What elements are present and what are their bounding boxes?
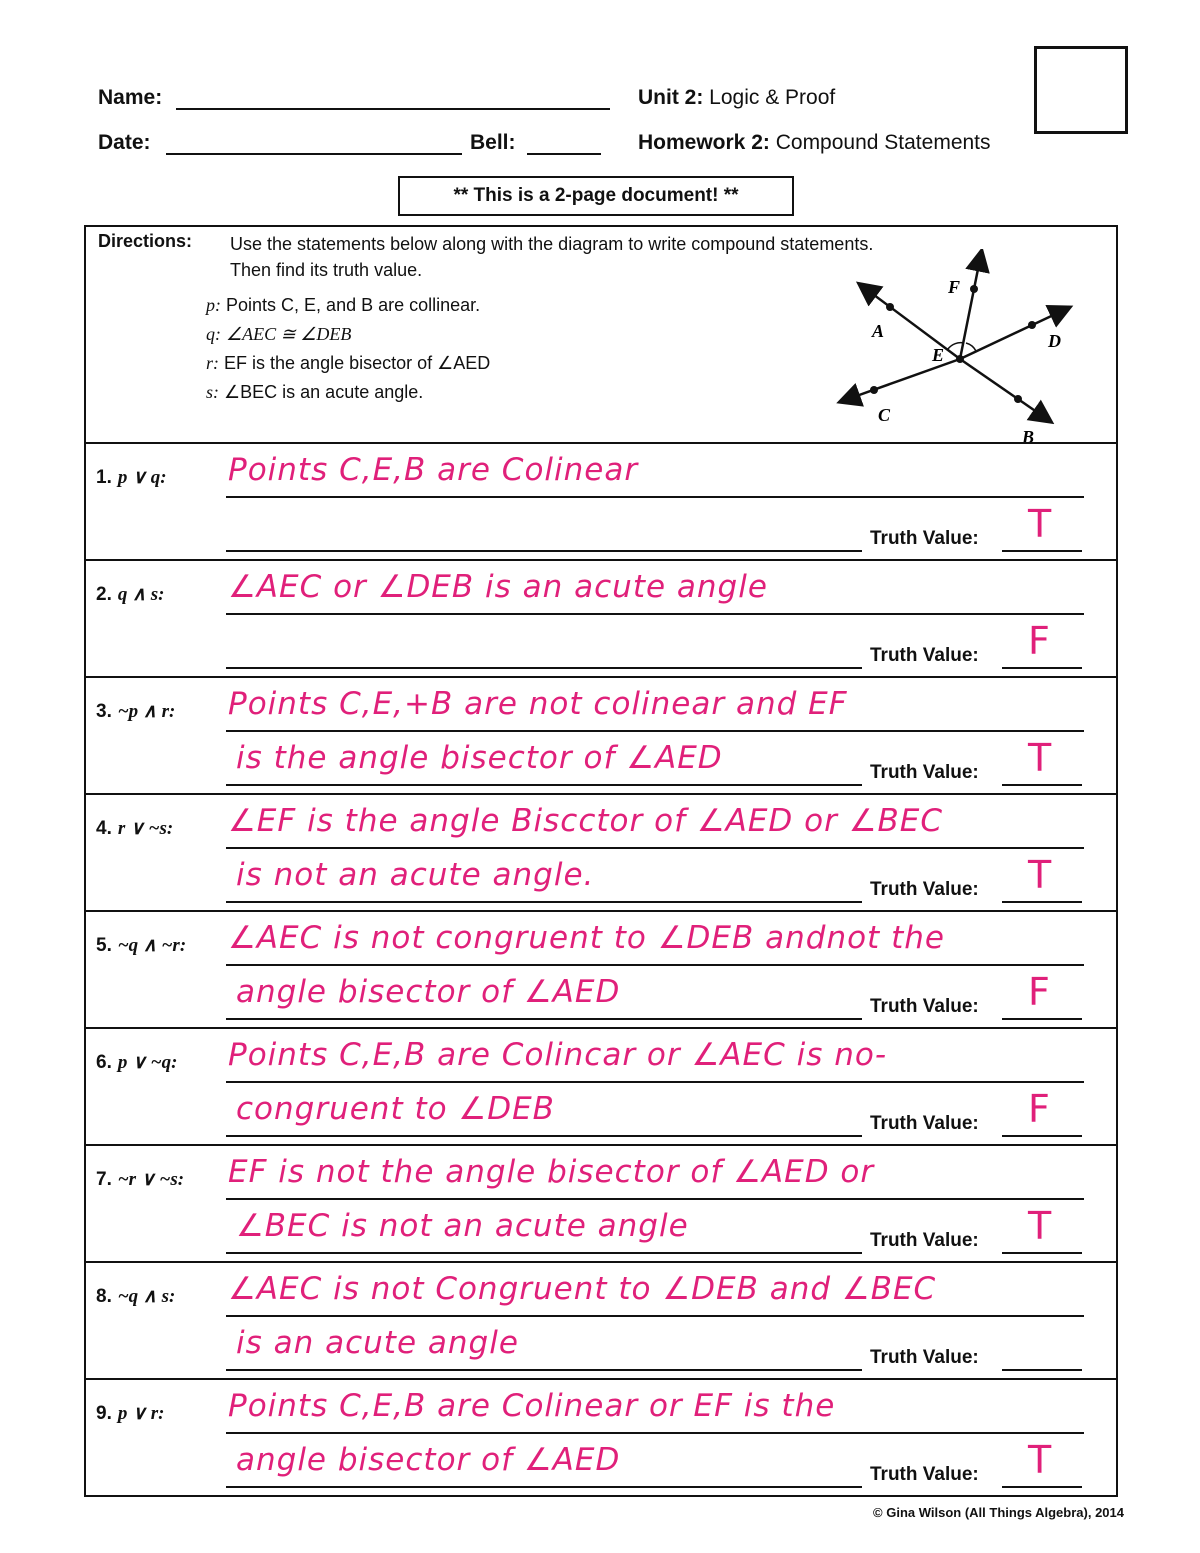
- answer-text-2: is the angle bisector of ∠AED: [236, 740, 723, 776]
- problem-number: 5.: [96, 935, 112, 956]
- point-e: [956, 355, 964, 363]
- point-d: [1028, 321, 1036, 329]
- answer-text-1: Points C,E,B are Colinear or EF is the: [228, 1388, 836, 1424]
- ray-ec: [848, 359, 960, 399]
- truth-value: F: [1028, 970, 1050, 1014]
- truth-value: T: [1028, 1204, 1052, 1248]
- homework-label: Homework 2:: [638, 131, 770, 154]
- problem-row: [86, 910, 1116, 1029]
- problem-expression: p ∨ ~q:: [117, 1052, 178, 1073]
- answer-line-2[interactable]: [226, 1135, 862, 1137]
- problem-label: [96, 1168, 184, 1191]
- truth-value: F: [1028, 619, 1050, 663]
- answer-line-1[interactable]: [226, 964, 1084, 966]
- problem-row: [86, 1144, 1116, 1263]
- problem-number: 7.: [96, 1169, 112, 1190]
- problem-number: 3.: [96, 701, 112, 722]
- problem-expression: ~q ∧ s:: [117, 1286, 176, 1307]
- ray-ed: [960, 311, 1062, 359]
- date-label: Date:: [98, 131, 151, 154]
- point-a: [886, 303, 894, 311]
- answer-line-2[interactable]: [226, 667, 862, 669]
- problem-label: [96, 700, 175, 723]
- truth-value-label: Truth Value:: [870, 1347, 979, 1368]
- statement-var: q:: [206, 324, 221, 344]
- problem-row: [86, 559, 1116, 678]
- answer-line-1[interactable]: [226, 1081, 1084, 1083]
- statement-text: ∠AEC ≅ ∠DEB: [226, 324, 352, 344]
- truth-value-field[interactable]: [1002, 1018, 1082, 1020]
- directions-line-1: Use the statements below along with the diagram to write compound statements.: [230, 234, 874, 254]
- truth-value: F: [1028, 1087, 1050, 1131]
- truth-value: T: [1028, 853, 1052, 897]
- answer-line-1[interactable]: [226, 1432, 1084, 1434]
- answer-line-2[interactable]: [226, 1252, 862, 1254]
- directions-section: [98, 231, 1098, 447]
- truth-value-label: Truth Value:: [870, 996, 979, 1017]
- truth-value: T: [1028, 1438, 1052, 1482]
- truth-value-field[interactable]: [1002, 667, 1082, 669]
- answer-line-1[interactable]: [226, 496, 1084, 498]
- problem-label: [96, 817, 173, 840]
- answer-text-1: ∠AEC is not Congruent to ∠DEB and ∠BEC: [228, 1271, 937, 1307]
- answer-text-1: ∠EF is the angle Biscctor of ∠AED or ∠BEC: [228, 803, 944, 839]
- worksheet: [84, 225, 1118, 1497]
- directions-line-2: Then find its truth value.: [230, 260, 423, 280]
- answer-line-2[interactable]: [226, 1018, 862, 1020]
- answer-line-2[interactable]: [226, 1369, 862, 1371]
- problem-row: [86, 1378, 1116, 1497]
- problem-number: 4.: [96, 818, 112, 839]
- answer-text-1: EF is not the angle bisector of ∠AED or: [228, 1154, 875, 1190]
- point-c: [870, 386, 878, 394]
- truth-value-field[interactable]: [1002, 1135, 1082, 1137]
- problem-number: 9.: [96, 1403, 112, 1424]
- truth-value-field[interactable]: [1002, 1252, 1082, 1254]
- statement-var: r:: [206, 353, 219, 373]
- statement-text: EF is the angle bisector of ∠AED: [224, 353, 491, 373]
- label-d: D: [1048, 331, 1061, 351]
- problem-number: 1.: [96, 467, 112, 488]
- answer-line-1[interactable]: [226, 1315, 1084, 1317]
- problem-expression: q ∧ s:: [117, 584, 165, 605]
- truth-value-field[interactable]: [1002, 1369, 1082, 1371]
- statement-q: [206, 324, 351, 345]
- problem-number: 8.: [96, 1286, 112, 1307]
- directions-label: Directions:: [98, 231, 193, 251]
- page-notice: ** This is a 2-page document! **: [398, 176, 794, 216]
- statement-s: [206, 382, 423, 403]
- problem-row: [86, 442, 1116, 561]
- label-c: C: [878, 405, 891, 425]
- answer-text-1: Points C,E,B are Colincar or ∠AEC is no-: [228, 1037, 888, 1073]
- answer-text-2: is an acute angle: [236, 1325, 519, 1361]
- statement-text: ∠BEC is an acute angle.: [224, 382, 424, 402]
- problem-label: [96, 466, 167, 489]
- label-a: A: [872, 321, 885, 341]
- problem-row: [86, 676, 1116, 795]
- name-field[interactable]: [176, 108, 610, 110]
- truth-value: T: [1028, 736, 1052, 780]
- problem-expression: ~p ∧ r:: [117, 701, 176, 722]
- statement-p: [206, 295, 480, 316]
- unit-title: [638, 86, 835, 110]
- statement-var: p:: [206, 295, 221, 315]
- answer-text-1: ∠AEC or ∠DEB is an acute angle: [228, 569, 768, 605]
- bell-field[interactable]: [527, 153, 601, 155]
- answer-text-1: Points C,E,+B are not colinear and EF: [228, 686, 848, 722]
- label-b: B: [1022, 427, 1035, 447]
- problem-label: [96, 934, 186, 957]
- answer-text-1: Points C,E,B are Colinear: [228, 452, 639, 488]
- date-field[interactable]: [166, 153, 462, 155]
- problem-expression: p ∨ q:: [117, 467, 167, 488]
- problem-number: 2.: [96, 584, 112, 605]
- problem-label: [96, 1285, 175, 1308]
- statement-text: Points C, E, and B are collinear.: [226, 295, 481, 315]
- problem-row: [86, 793, 1116, 912]
- answer-line-2[interactable]: [226, 784, 862, 786]
- answer-line-1[interactable]: [226, 730, 1084, 732]
- truth-value-label: Truth Value:: [870, 1113, 979, 1134]
- problem-row: [86, 1261, 1116, 1380]
- truth-value-label: Truth Value:: [870, 1230, 979, 1251]
- label-e: E: [932, 345, 945, 365]
- homework-value: Compound Statements: [775, 131, 991, 154]
- unit-label: Unit 2:: [638, 86, 704, 109]
- answer-line-2[interactable]: [226, 901, 862, 903]
- answer-line-1[interactable]: [226, 1198, 1084, 1200]
- truth-value-label: Truth Value:: [870, 879, 979, 900]
- truth-value-field[interactable]: [1002, 784, 1082, 786]
- angle-diagram: [836, 249, 1076, 449]
- problem-expression: ~q ∧ ~r:: [117, 935, 187, 956]
- problem-label: [96, 583, 165, 606]
- point-f: [970, 285, 978, 293]
- label-f: F: [948, 277, 961, 297]
- truth-value-label: Truth Value:: [870, 762, 979, 783]
- problem-expression: ~r ∨ ~s:: [117, 1169, 185, 1190]
- statement-var: s:: [206, 382, 219, 402]
- truth-value-label: Truth Value:: [870, 528, 979, 549]
- ray-eb: [960, 359, 1044, 417]
- answer-text-2: angle bisector of ∠AED: [236, 974, 621, 1010]
- answer-line-2[interactable]: [226, 1486, 862, 1488]
- truth-value-field[interactable]: [1002, 901, 1082, 903]
- truth-value-field[interactable]: [1002, 550, 1082, 552]
- problem-expression: r ∨ ~s:: [117, 818, 174, 839]
- unit-value: Logic & Proof: [709, 86, 836, 109]
- answer-text-2: is not an acute angle.: [236, 857, 595, 893]
- answer-line-2[interactable]: [226, 550, 862, 552]
- score-box: [1034, 46, 1128, 134]
- copyright: © Gina Wilson (All Things Algebra), 2014: [873, 1505, 1124, 1520]
- answer-text-2: congruent to ∠DEB: [236, 1091, 555, 1127]
- truth-value-label: Truth Value:: [870, 645, 979, 666]
- problem-number: 6.: [96, 1052, 112, 1073]
- answer-text-1: ∠AEC is not congruent to ∠DEB andnot the: [228, 920, 945, 956]
- homework-title: [638, 131, 991, 155]
- truth-value: T: [1028, 502, 1052, 546]
- problem-label: [96, 1051, 177, 1074]
- point-b: [1014, 395, 1022, 403]
- truth-value-label: Truth Value:: [870, 1464, 979, 1485]
- truth-value-field[interactable]: [1002, 1486, 1082, 1488]
- answer-line-1[interactable]: [226, 847, 1084, 849]
- bell-label: Bell:: [470, 131, 516, 154]
- name-label: Name:: [98, 86, 163, 109]
- answer-text-2: ∠BEC is not an acute angle: [236, 1208, 689, 1244]
- problem-row: [86, 1027, 1116, 1146]
- statement-r: [206, 353, 490, 374]
- answer-text-2: angle bisector of ∠AED: [236, 1442, 621, 1478]
- answer-line-1[interactable]: [226, 613, 1084, 615]
- problem-expression: p ∨ r:: [117, 1403, 165, 1424]
- problem-label: [96, 1402, 165, 1425]
